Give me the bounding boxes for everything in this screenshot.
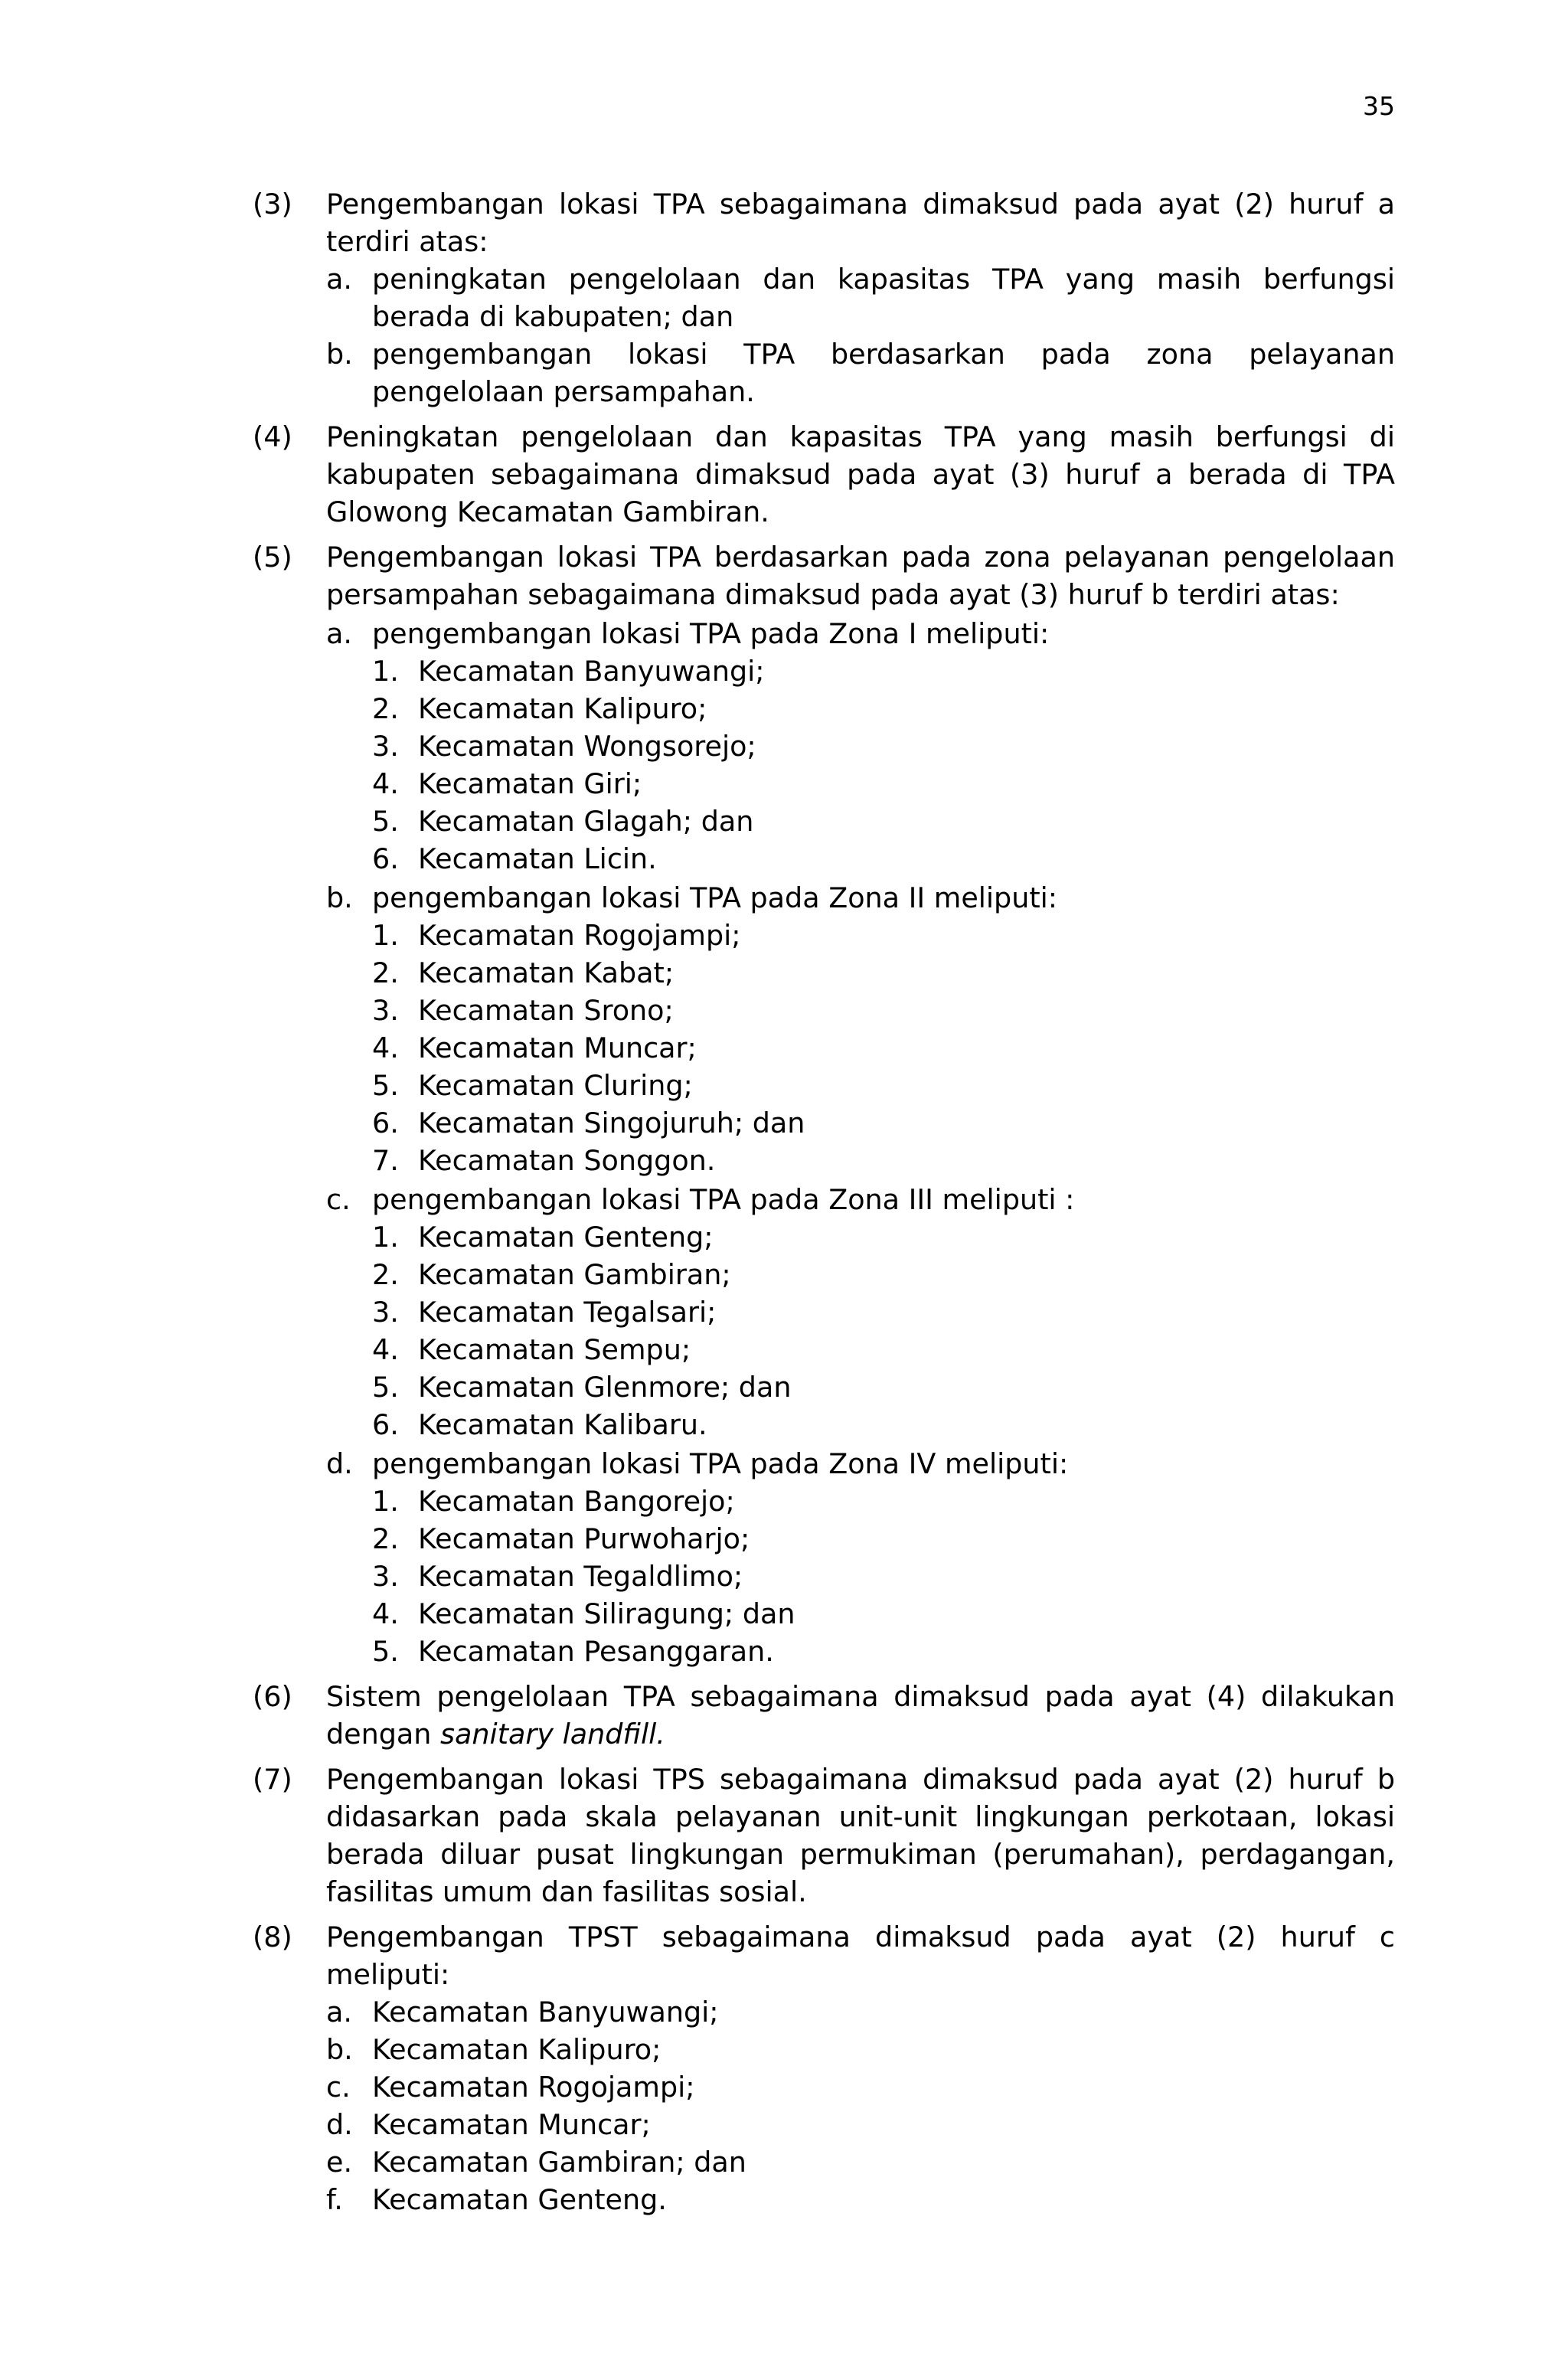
list-label: c.: [326, 1183, 351, 1216]
district-item: [372, 1368, 1395, 1406]
list-label: c.: [326, 2071, 351, 2104]
list-label: b.: [326, 2033, 353, 2066]
district-name: Kecamatan Giri;: [418, 767, 642, 800]
list-label: d.: [326, 1447, 353, 1480]
district-name: Kecamatan Genteng;: [418, 1221, 714, 1254]
district-item: [372, 1256, 1395, 1293]
district-item: [372, 1406, 1395, 1443]
list-label: d.: [326, 2108, 353, 2141]
district-name: Kecamatan Licin.: [418, 842, 657, 875]
list-label: 1.: [372, 1221, 399, 1254]
district-name: Kecamatan Srono;: [418, 994, 674, 1027]
list-item: [326, 335, 1395, 410]
district-name: Kecamatan Singojuruh; dan: [418, 1107, 805, 1139]
district-name: Kecamatan Kabat;: [418, 956, 675, 989]
district-name: Kecamatan Pesanggaran.: [418, 1635, 774, 1668]
zone-item: [326, 1181, 1395, 1443]
list-label: a.: [326, 1996, 352, 2029]
list-label: 2.: [372, 1258, 399, 1291]
list-label: 5.: [372, 1635, 399, 1668]
list-label: 6.: [372, 1408, 399, 1441]
district-item: [372, 1331, 1395, 1368]
paragraph-3: [253, 185, 1395, 410]
district-name: Kecamatan Sempu;: [418, 1333, 691, 1366]
paragraph-number: (5): [253, 541, 292, 574]
paragraph-6: [253, 1678, 1395, 1753]
list-label: 7.: [372, 1144, 399, 1177]
district-item: [372, 1558, 1395, 1595]
document-body: [253, 185, 1395, 2218]
district-name: Kecamatan Purwoharjo;: [418, 1522, 750, 1555]
list-label: a.: [326, 263, 352, 296]
district-name: Kecamatan Glenmore; dan: [418, 1371, 792, 1404]
district-item: [372, 1520, 1395, 1558]
district-item: [326, 2181, 1395, 2218]
district-name: Kecamatan Wongsorejo;: [418, 730, 756, 763]
paragraph-5: [253, 538, 1395, 1670]
paragraph-number: (6): [253, 1680, 292, 1713]
district-name: Kecamatan Muncar;: [372, 2108, 651, 2141]
district-item: [372, 992, 1395, 1029]
list-item: [326, 260, 1395, 335]
list-label: 4.: [372, 1597, 399, 1630]
list-label: 4.: [372, 767, 399, 800]
page-number: 35: [1363, 91, 1395, 121]
district-name: Kecamatan Tegalsari;: [418, 1296, 717, 1329]
district-item: [372, 917, 1395, 954]
zone-item: [326, 615, 1395, 878]
district-item: [326, 2068, 1395, 2106]
district-name: Kecamatan Muncar;: [418, 1031, 697, 1064]
paragraph-text-plain: Sistem pengelolaan TPA sebagaimana dimaksud pada ayat (4) dilakukan dengan: [326, 1680, 1395, 1751]
list-label: 2.: [372, 956, 399, 989]
district-item: [326, 2143, 1395, 2181]
list-label: 5.: [372, 1069, 399, 1102]
district-name: Kecamatan Kalipuro;: [372, 2033, 662, 2066]
district-name: Kecamatan Tegaldlimo;: [418, 1560, 743, 1593]
district-item: [372, 1595, 1395, 1633]
list-label: 1.: [372, 1485, 399, 1518]
zone-text: pengembangan lokasi TPA pada Zona III meliputi :: [372, 1183, 1075, 1216]
list-label: 5.: [372, 1371, 399, 1404]
paragraph-number: (4): [253, 420, 292, 453]
district-item: [372, 765, 1395, 803]
list-label: 1.: [372, 655, 399, 688]
paragraph-8: [253, 1918, 1395, 2218]
list-text: pengembangan lokasi TPA berdasarkan pada zona pelayanan pengelolaan persampahan.: [372, 338, 1395, 408]
district-name: Kecamatan Gambiran; dan: [372, 2146, 746, 2179]
district-name: Kecamatan Siliragung; dan: [418, 1597, 795, 1630]
district-name: Kecamatan Bangorejo;: [418, 1485, 735, 1518]
list-label: 4.: [372, 1333, 399, 1366]
list-text: peningkatan pengelolaan dan kapasitas TPA yang masih berfungsi berada di kabupaten; dan: [372, 263, 1395, 333]
district-item: [372, 690, 1395, 727]
list-label: 6.: [372, 1107, 399, 1139]
zone-text: pengembangan lokasi TPA pada Zona IV meliputi:: [372, 1447, 1069, 1480]
district-name: Kecamatan Banyuwangi;: [372, 1996, 719, 2029]
district-name: Kecamatan Cluring;: [418, 1069, 693, 1102]
district-item: [372, 1142, 1395, 1179]
district-item: [372, 1633, 1395, 1670]
district-item: [372, 1293, 1395, 1331]
district-item: [326, 2106, 1395, 2143]
paragraph-text-italic: sanitary landfill.: [440, 1718, 665, 1751]
paragraph-text: Pengembangan TPST sebagaimana dimaksud pada ayat (2) huruf c meliputi:: [326, 1921, 1395, 1991]
district-name: Kecamatan Genteng.: [372, 2183, 667, 2216]
district-item: [372, 840, 1395, 878]
list-label: 6.: [372, 842, 399, 875]
list-label: 3.: [372, 730, 399, 763]
paragraph-number: (8): [253, 1921, 292, 1953]
district-name: Kecamatan Kalipuro;: [418, 692, 707, 725]
paragraph-number: (7): [253, 1763, 292, 1796]
zone-text: pengembangan lokasi TPA pada Zona II meliputi:: [372, 881, 1058, 914]
district-name: Kecamatan Rogojampi;: [418, 919, 741, 952]
zone-item: [326, 1445, 1395, 1670]
zone-text: pengembangan lokasi TPA pada Zona I meliputi:: [372, 617, 1050, 650]
district-name: Kecamatan Glagah; dan: [418, 805, 754, 838]
district-name: Kecamatan Banyuwangi;: [418, 655, 765, 688]
list-label: 3.: [372, 994, 399, 1027]
district-name: Kecamatan Songgon.: [418, 1144, 716, 1177]
district-item: [372, 1067, 1395, 1104]
district-item: [326, 2031, 1395, 2068]
district-item: [372, 727, 1395, 765]
district-item: [372, 803, 1395, 840]
district-name: Kecamatan Gambiran;: [418, 1258, 731, 1291]
district-item: [326, 1993, 1395, 2031]
list-label: 5.: [372, 805, 399, 838]
list-label: 3.: [372, 1296, 399, 1329]
district-name: Kecamatan Rogojampi;: [372, 2071, 695, 2104]
paragraph-text: [326, 1678, 1395, 1753]
list-label: b.: [326, 881, 353, 914]
list-label: 2.: [372, 692, 399, 725]
list-label: 1.: [372, 919, 399, 952]
paragraph-text: Pengembangan lokasi TPS sebagaimana dimaksud pada ayat (2) huruf b didasarkan pada skala pelayanan unit-unit lingkungan perkotaan, lokasi berada diluar pusat lingkungan permukiman (perumahan), perdagangan, fasilitas umum dan fasilitas sosial.: [326, 1763, 1395, 1908]
district-item: [372, 1104, 1395, 1142]
list-label: e.: [326, 2146, 353, 2179]
paragraph-text: Peningkatan pengelolaan dan kapasitas TPA yang masih berfungsi di kabupaten sebagaimana dimaksud pada ayat (3) huruf a berada di TPA Glowong Kecamatan Gambiran.: [326, 420, 1395, 528]
paragraph-7: [253, 1760, 1395, 1911]
district-name: Kecamatan Kalibaru.: [418, 1408, 707, 1441]
paragraph-text: Pengembangan lokasi TPA berdasarkan pada zona pelayanan pengelolaan persampahan sebagaimana dimaksud pada ayat (3) huruf b terdiri atas:: [326, 541, 1395, 611]
district-item: [372, 954, 1395, 992]
list-label: 3.: [372, 1560, 399, 1593]
list-label: 2.: [372, 1522, 399, 1555]
list-label: b.: [326, 338, 353, 371]
paragraph-4: [253, 418, 1395, 531]
district-item: [372, 1218, 1395, 1256]
district-item: [372, 1029, 1395, 1067]
district-item: [372, 1483, 1395, 1520]
district-item: [372, 652, 1395, 690]
list-label: f.: [326, 2183, 343, 2216]
paragraph-number: (3): [253, 188, 292, 221]
zone-item: [326, 879, 1395, 1179]
list-label: 4.: [372, 1031, 399, 1064]
paragraph-text: Pengembangan lokasi TPA sebagaimana dimaksud pada ayat (2) huruf a terdiri atas:: [326, 188, 1395, 258]
list-label: a.: [326, 617, 352, 650]
